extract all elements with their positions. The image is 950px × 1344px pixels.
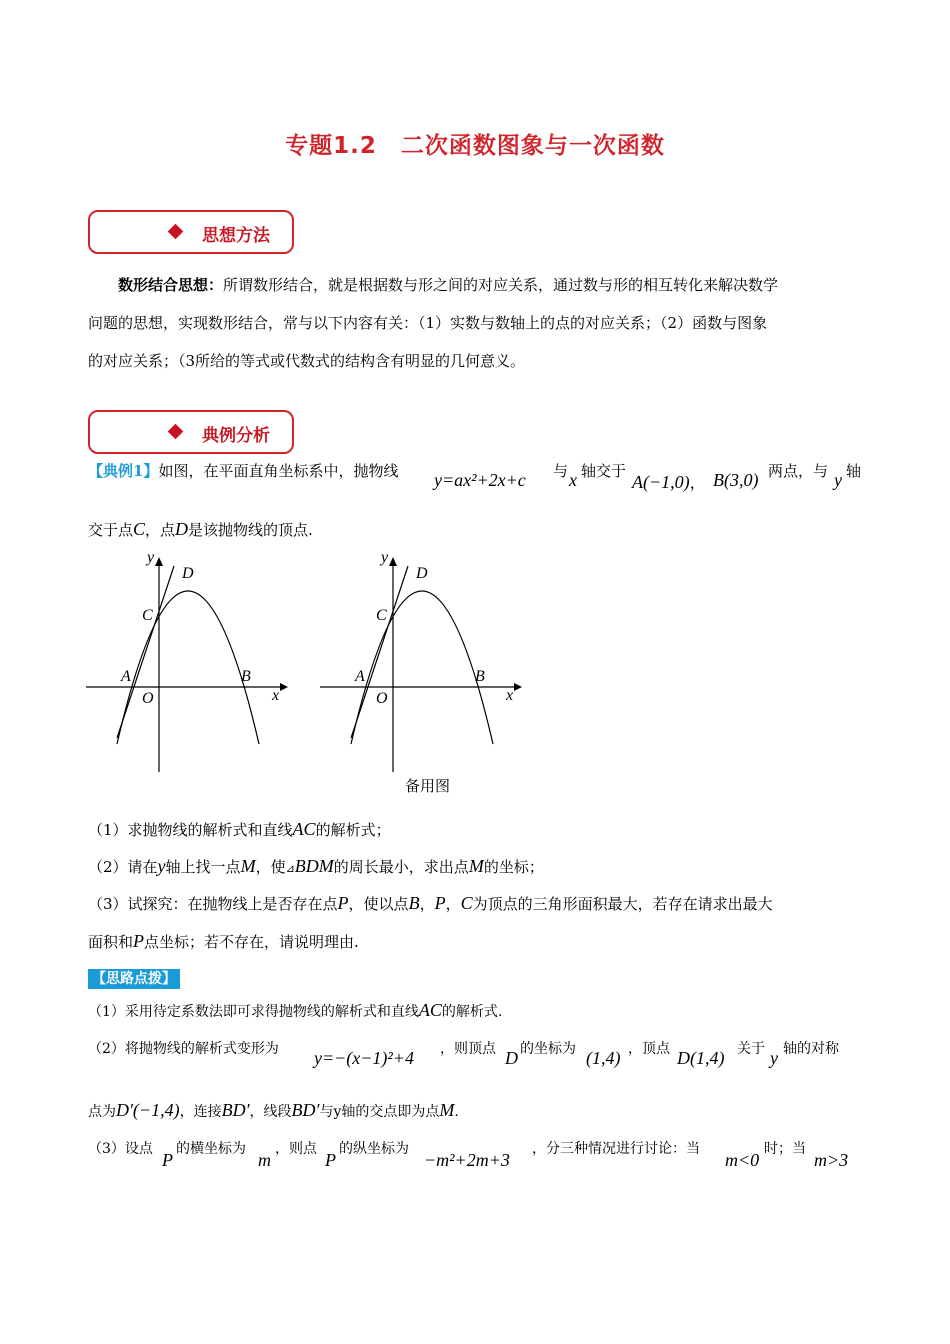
text [783,1038,839,1058]
section-label: 思想方法 [202,226,270,246]
example-tag: 【典例1】 [88,462,159,480]
parabola-curve [117,591,259,744]
text [520,1038,576,1058]
method-text: 问题的思想，实现数形结合，常与以下内容有关：（1）实数与数轴上的点的对应关系；（2）函数与图象 [88,314,768,332]
var-y: y [834,470,842,490]
text: （3）试探究：在抛物线上是否存在点 [88,895,338,913]
text: 时；当 [764,1141,806,1157]
diamond-icon [168,424,184,440]
example-line [88,460,398,481]
text: 交于点 [88,521,134,539]
coord [677,1048,725,1069]
text: （1）采用待定系数法即可求得抛物线的解析式和直线 [88,1004,419,1020]
var-y: y [770,1048,778,1068]
var: AC [418,1000,442,1020]
text: 轴交于 [581,462,627,480]
section-header-examples [88,410,294,454]
method-paragraph [88,266,863,380]
text [764,1138,806,1158]
text: ，则点 [275,1141,317,1157]
var: M [240,856,256,876]
label-x: x [272,687,280,704]
var-p: P [162,1150,173,1170]
coord-text: (1,4) [586,1048,621,1068]
text: ，分三种情况进行讨论：当 [532,1141,700,1157]
text: （3）设点 [88,1141,153,1157]
equation-text: y=−(x−1)²+4 [314,1048,414,1068]
diamond-icon [168,224,184,240]
condition [814,1150,848,1171]
text: 的坐标为 [520,1041,576,1057]
page-title: 专题1.2 二次函数图象与一次函数 [285,133,665,159]
text: ， [419,895,435,913]
method-text: 所谓数形结合，就是根据数与形之间的对应关系，通过数与形的相互转化来解决数学 [223,276,779,294]
text: 的解析式. [441,1004,503,1020]
text [846,460,861,481]
text: 点为 [88,1104,116,1120]
parabola-backup-figure [314,548,534,778]
x-arrow-icon [280,683,288,691]
var: M [468,856,484,876]
label-a: A [121,668,131,685]
question-2 [88,856,544,877]
hint-tag [88,968,180,988]
hint-1 [88,1000,502,1021]
var [505,1048,518,1069]
coord [586,1048,621,1069]
example-line [88,519,313,540]
question-1 [88,819,391,840]
point-a [632,470,706,493]
line-ac [117,566,174,738]
var [569,470,577,491]
var-d: D [505,1048,518,1068]
var [834,470,842,491]
condition-text: m<0 [725,1150,760,1170]
text [339,1138,409,1158]
equation [314,1048,414,1069]
var [325,1150,336,1171]
text: ，顶点 [628,1041,670,1057]
text [581,460,626,481]
var: y [157,856,166,876]
point-a-text: A(−1,0) [632,472,690,492]
text: 与y轴的交点即为点 [319,1104,440,1120]
var-d: D [175,519,189,539]
text: 两点，与 [768,462,829,480]
x-arrow-icon [514,683,522,691]
var: C [460,893,473,913]
condition [725,1150,759,1171]
label-c: C [376,607,387,624]
text: 的纵坐标为 [339,1141,409,1157]
text: 的横坐标为 [176,1141,246,1157]
parabola-figure [80,548,300,778]
section-header-methods [88,210,294,254]
text: 点坐标；若不存在，请说明理由. [144,933,359,951]
text: ，点 [145,521,176,539]
hint-2 [88,1038,279,1058]
hint-3 [88,1100,459,1121]
point-b-text: B(3,0) [713,470,759,490]
var-x: x [569,470,577,490]
text: 轴上找一点 [165,858,241,876]
label-c: C [142,607,153,624]
y-arrow-icon [155,557,163,566]
text: （2）将抛物线的解析式变形为 [88,1041,279,1057]
y-arrow-icon [389,557,397,566]
var: P [133,931,145,951]
var [258,1150,271,1171]
text: 为顶点的三角形面积最大，若存在请求出最大 [472,895,773,913]
equation [434,470,526,491]
text: 的解析式； [315,821,391,839]
text: 如图，在平面直角坐标系中，抛物线 [158,462,399,480]
text: 轴 [846,462,862,480]
hint-4 [88,1138,153,1158]
text: ， [445,895,461,913]
var: BD′ [221,1100,250,1120]
text [440,1038,496,1058]
point-b [713,470,758,491]
text [532,1138,700,1158]
text: 与 [553,462,569,480]
text [176,1138,246,1158]
var: BDM [294,856,334,876]
condition-text: m>3 [814,1150,849,1170]
text: （1）求抛物线的解析式和直线 [88,821,293,839]
text: 关于 [737,1041,765,1057]
text: 是该抛物线的顶点. [188,521,313,539]
var: M [439,1100,455,1120]
text: （2）请在 [88,858,158,876]
coord-text: D(1,4) [677,1048,725,1068]
text: 轴的对称 [783,1041,839,1057]
var [162,1150,173,1171]
var-c: C [133,519,146,539]
label-o: O [142,690,154,707]
var-p: P [325,1150,336,1170]
question-3-cont [88,931,359,952]
label-d: D [416,565,428,582]
var: D′(−1,4) [116,1100,180,1120]
label-d: D [182,565,194,582]
text: 的周长最小，求出点 [333,858,469,876]
text [737,1038,765,1058]
text: ，使 [255,858,286,876]
triangle-symbol: ⊿ [285,862,295,875]
comma: ， [689,473,706,492]
method-bold: 数形结合思想： [118,276,224,294]
label-a: A [355,668,365,685]
text [628,1038,670,1058]
text [553,460,568,481]
label-x: x [506,687,514,704]
equation-text: y=ax²+2x+c [434,470,526,490]
text [768,460,828,481]
line-ac [351,566,408,738]
label-b: B [241,668,251,685]
text: ，连接 [179,1104,222,1120]
var-m: m [258,1150,271,1170]
text: 面积和 [88,933,134,951]
text [275,1138,317,1158]
method-text: 的对应关系；（3所给的等式或代数式的结构含有明显的几何意义。 [88,352,526,370]
label-b: B [475,668,485,685]
figure-caption: 备用图 [405,777,451,795]
var: BD′ [291,1100,320,1120]
parabola-curve [351,591,493,744]
equation-text: −m²+2m+3 [424,1150,510,1170]
label-y: y [147,549,155,566]
var [770,1048,778,1069]
question-3 [88,893,773,914]
text: 的坐标； [483,858,544,876]
equation [424,1150,510,1171]
var: P [434,893,446,913]
var: P [337,893,349,913]
text: ，线段 [249,1104,292,1120]
text: . [454,1104,459,1120]
text: ，使以点 [348,895,409,913]
var: AC [292,819,316,839]
section-label: 典例分析 [202,426,270,446]
label-o: O [376,690,388,707]
label-y: y [381,549,389,566]
hint-tag-text: 【思路点拨】 [88,969,180,989]
text: ，则顶点 [440,1041,496,1057]
var: B [408,893,420,913]
